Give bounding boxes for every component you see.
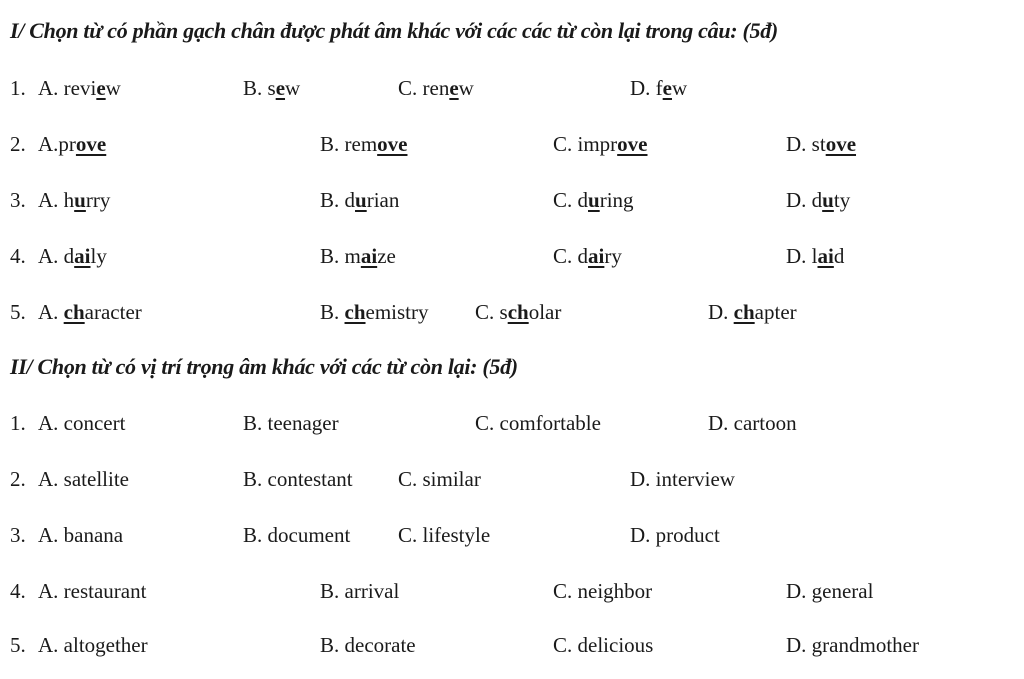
- s1-question-4: [0, 244, 1024, 274]
- option-d: D. duty: [786, 188, 851, 212]
- option-b: B. document: [243, 523, 351, 547]
- option-c: C. renew: [398, 76, 474, 100]
- option-a: A. concert: [38, 411, 126, 435]
- option-a: A. banana: [38, 523, 124, 547]
- option-c: C. delicious: [553, 633, 654, 657]
- option-a: A. altogether: [38, 633, 148, 657]
- option-b: B. contestant: [243, 467, 353, 491]
- option-c: C. dairy: [553, 244, 622, 268]
- option-d: D. stove: [786, 132, 857, 156]
- option-a: A. hurry: [38, 188, 111, 212]
- option-d: D. few: [630, 76, 688, 100]
- option-a: A.prove: [38, 132, 107, 156]
- option-c: C. neighbor: [553, 579, 653, 603]
- section-2-heading: II/ Chọn từ có vị trí trọng âm khác với các từ còn lại: (5đ): [10, 354, 518, 379]
- option-b: B. teenager: [243, 411, 339, 435]
- option-a: A. daily: [38, 244, 107, 268]
- option-d: D. grandmother: [786, 633, 919, 657]
- option-a: A. character: [38, 300, 142, 324]
- option-d: D. general: [786, 579, 874, 603]
- option-c: C. comfortable: [475, 411, 601, 435]
- option-d: D. chapter: [708, 300, 797, 324]
- s2-question-5: [0, 633, 1024, 663]
- question-number: 1.: [10, 76, 26, 100]
- question-number: 3.: [10, 188, 26, 212]
- question-number: 2.: [10, 467, 26, 491]
- question-number: 1.: [10, 411, 26, 435]
- s1-question-5: [0, 300, 1024, 330]
- option-d: D. laid: [786, 244, 845, 268]
- section-1-heading: I/ Chọn từ có phần gạch chân được phát âm khác với các các từ còn lại trong câu: (5đ): [10, 18, 778, 43]
- s2-question-1: [0, 411, 1024, 441]
- s2-question-4: [0, 579, 1024, 609]
- option-c: C. lifestyle: [398, 523, 491, 547]
- option-a: A. satellite: [38, 467, 129, 491]
- question-number: 5.: [10, 300, 26, 324]
- s1-question-1: [0, 76, 1024, 106]
- question-number: 3.: [10, 523, 26, 547]
- option-d: D. product: [630, 523, 720, 547]
- option-b: B. decorate: [320, 633, 416, 657]
- question-number: 4.: [10, 579, 26, 603]
- option-b: B. durian: [320, 188, 400, 212]
- s1-question-2: [0, 132, 1024, 162]
- s2-question-3: [0, 523, 1024, 553]
- question-number: 5.: [10, 633, 26, 657]
- option-d: D. interview: [630, 467, 735, 491]
- option-d: D. cartoon: [708, 411, 797, 435]
- option-a: A. review: [38, 76, 121, 100]
- s2-question-2: [0, 467, 1024, 497]
- option-c: C. improve: [553, 132, 648, 156]
- option-c: C. scholar: [475, 300, 562, 324]
- option-a: A. restaurant: [38, 579, 147, 603]
- question-number: 4.: [10, 244, 26, 268]
- option-b: B. sew: [243, 76, 301, 100]
- option-b: B. arrival: [320, 579, 400, 603]
- option-b: B. maize: [320, 244, 396, 268]
- s1-question-3: [0, 188, 1024, 218]
- question-number: 2.: [10, 132, 26, 156]
- option-c: C. similar: [398, 467, 481, 491]
- option-c: C. during: [553, 188, 634, 212]
- option-b: B. chemistry: [320, 300, 429, 324]
- option-b: B. remove: [320, 132, 408, 156]
